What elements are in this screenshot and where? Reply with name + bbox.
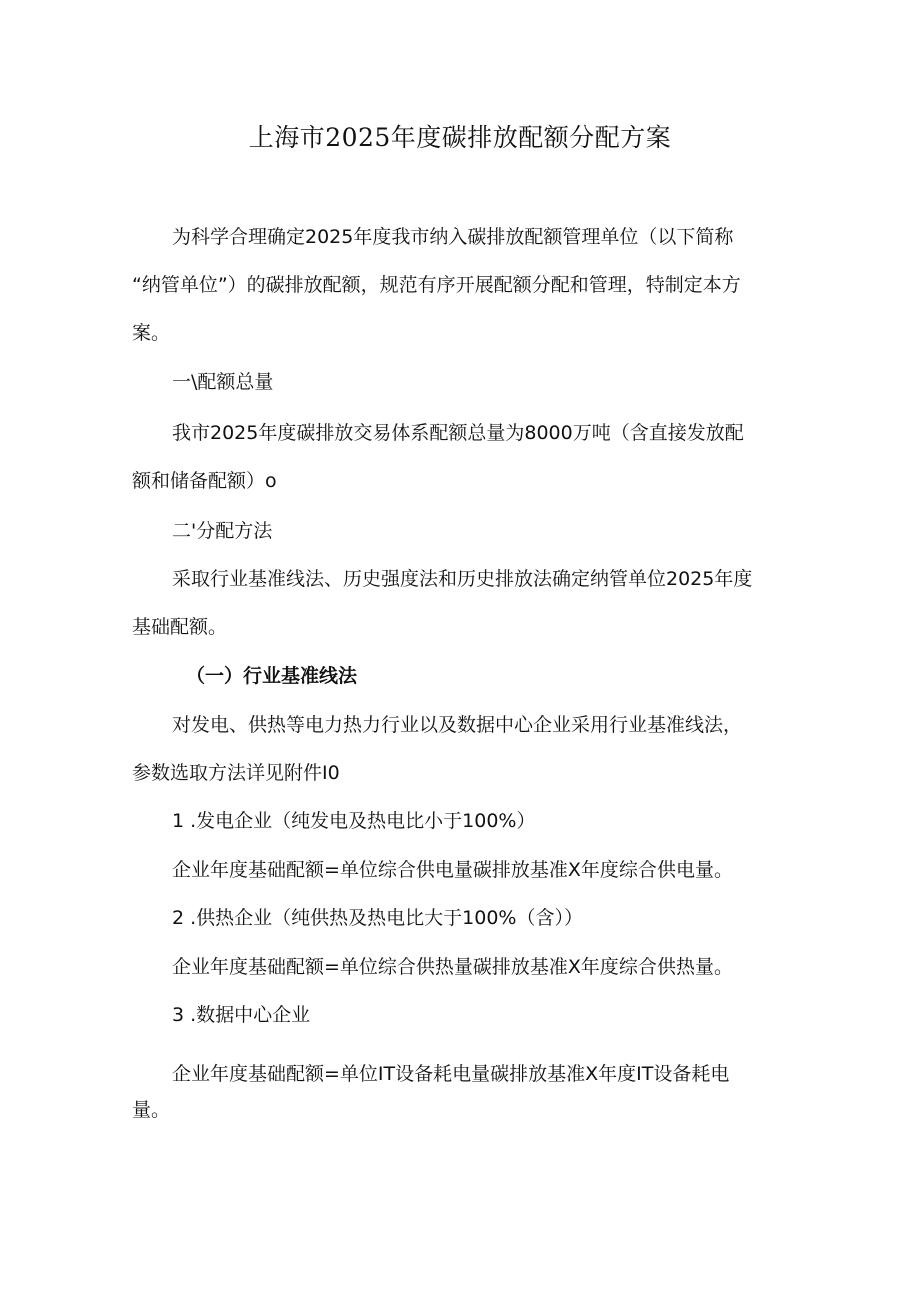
section-heading-allocation-method: 二'分配方法: [172, 520, 273, 542]
paragraph-total-line-2: 额和储备配额）o: [132, 470, 277, 492]
item-power-generation: 1 .发电企业（纯发电及热电比小于100%）: [172, 810, 536, 832]
paragraph-intro-line-1: 为科学合理确定2025年度我市纳入碳排放配额管理单位（以下简称: [172, 226, 734, 248]
formula-power-generation: 企业年度基础配额=单位综合供电量碳排放基准X年度综合供电量。: [172, 859, 733, 881]
paragraph-method-line-2: 基础配额。: [132, 616, 228, 638]
document-title: 上海市2025年度碳排放配额分配方案: [248, 123, 672, 152]
paragraph-benchmark-line-2: 参数选取方法详见附件I0: [132, 762, 340, 784]
paragraph-total-line-1: 我市2025年度碳排放交易体系配额总量为8000万吨（含直接发放配: [172, 422, 744, 444]
paragraph-intro-line-3: 案。: [132, 322, 171, 344]
formula-data-center-line-1: 企业年度基础配额=单位IT设备耗电量碳排放基准X年度IT设备耗电: [172, 1063, 730, 1085]
formula-data-center-line-2: 量。: [132, 1099, 171, 1121]
item-heat-supply: 2 .供热企业（纯供热及热电比大于100%（含））: [172, 907, 583, 929]
paragraph-intro-line-2: “纳管单位”）的碳排放配额，规范有序开展配额分配和管理，特制定本方: [132, 274, 741, 296]
paragraph-method-line-1: 采取行业基准线法、历史强度法和历史排放法确定纳管单位2025年度: [172, 568, 753, 590]
paragraph-benchmark-line-1: 对发电、供热等电力热力行业以及数据中心企业采用行业基准线法，: [172, 714, 743, 736]
section-heading-total-quota: 一\配额总量: [172, 371, 274, 393]
item-data-center: 3 .数据中心企业: [172, 1004, 311, 1026]
subsection-heading-benchmark: （一）行业基准线法: [186, 665, 358, 687]
formula-heat-supply: 企业年度基础配额=单位综合供热量碳排放基准X年度综合供热量。: [172, 956, 733, 978]
